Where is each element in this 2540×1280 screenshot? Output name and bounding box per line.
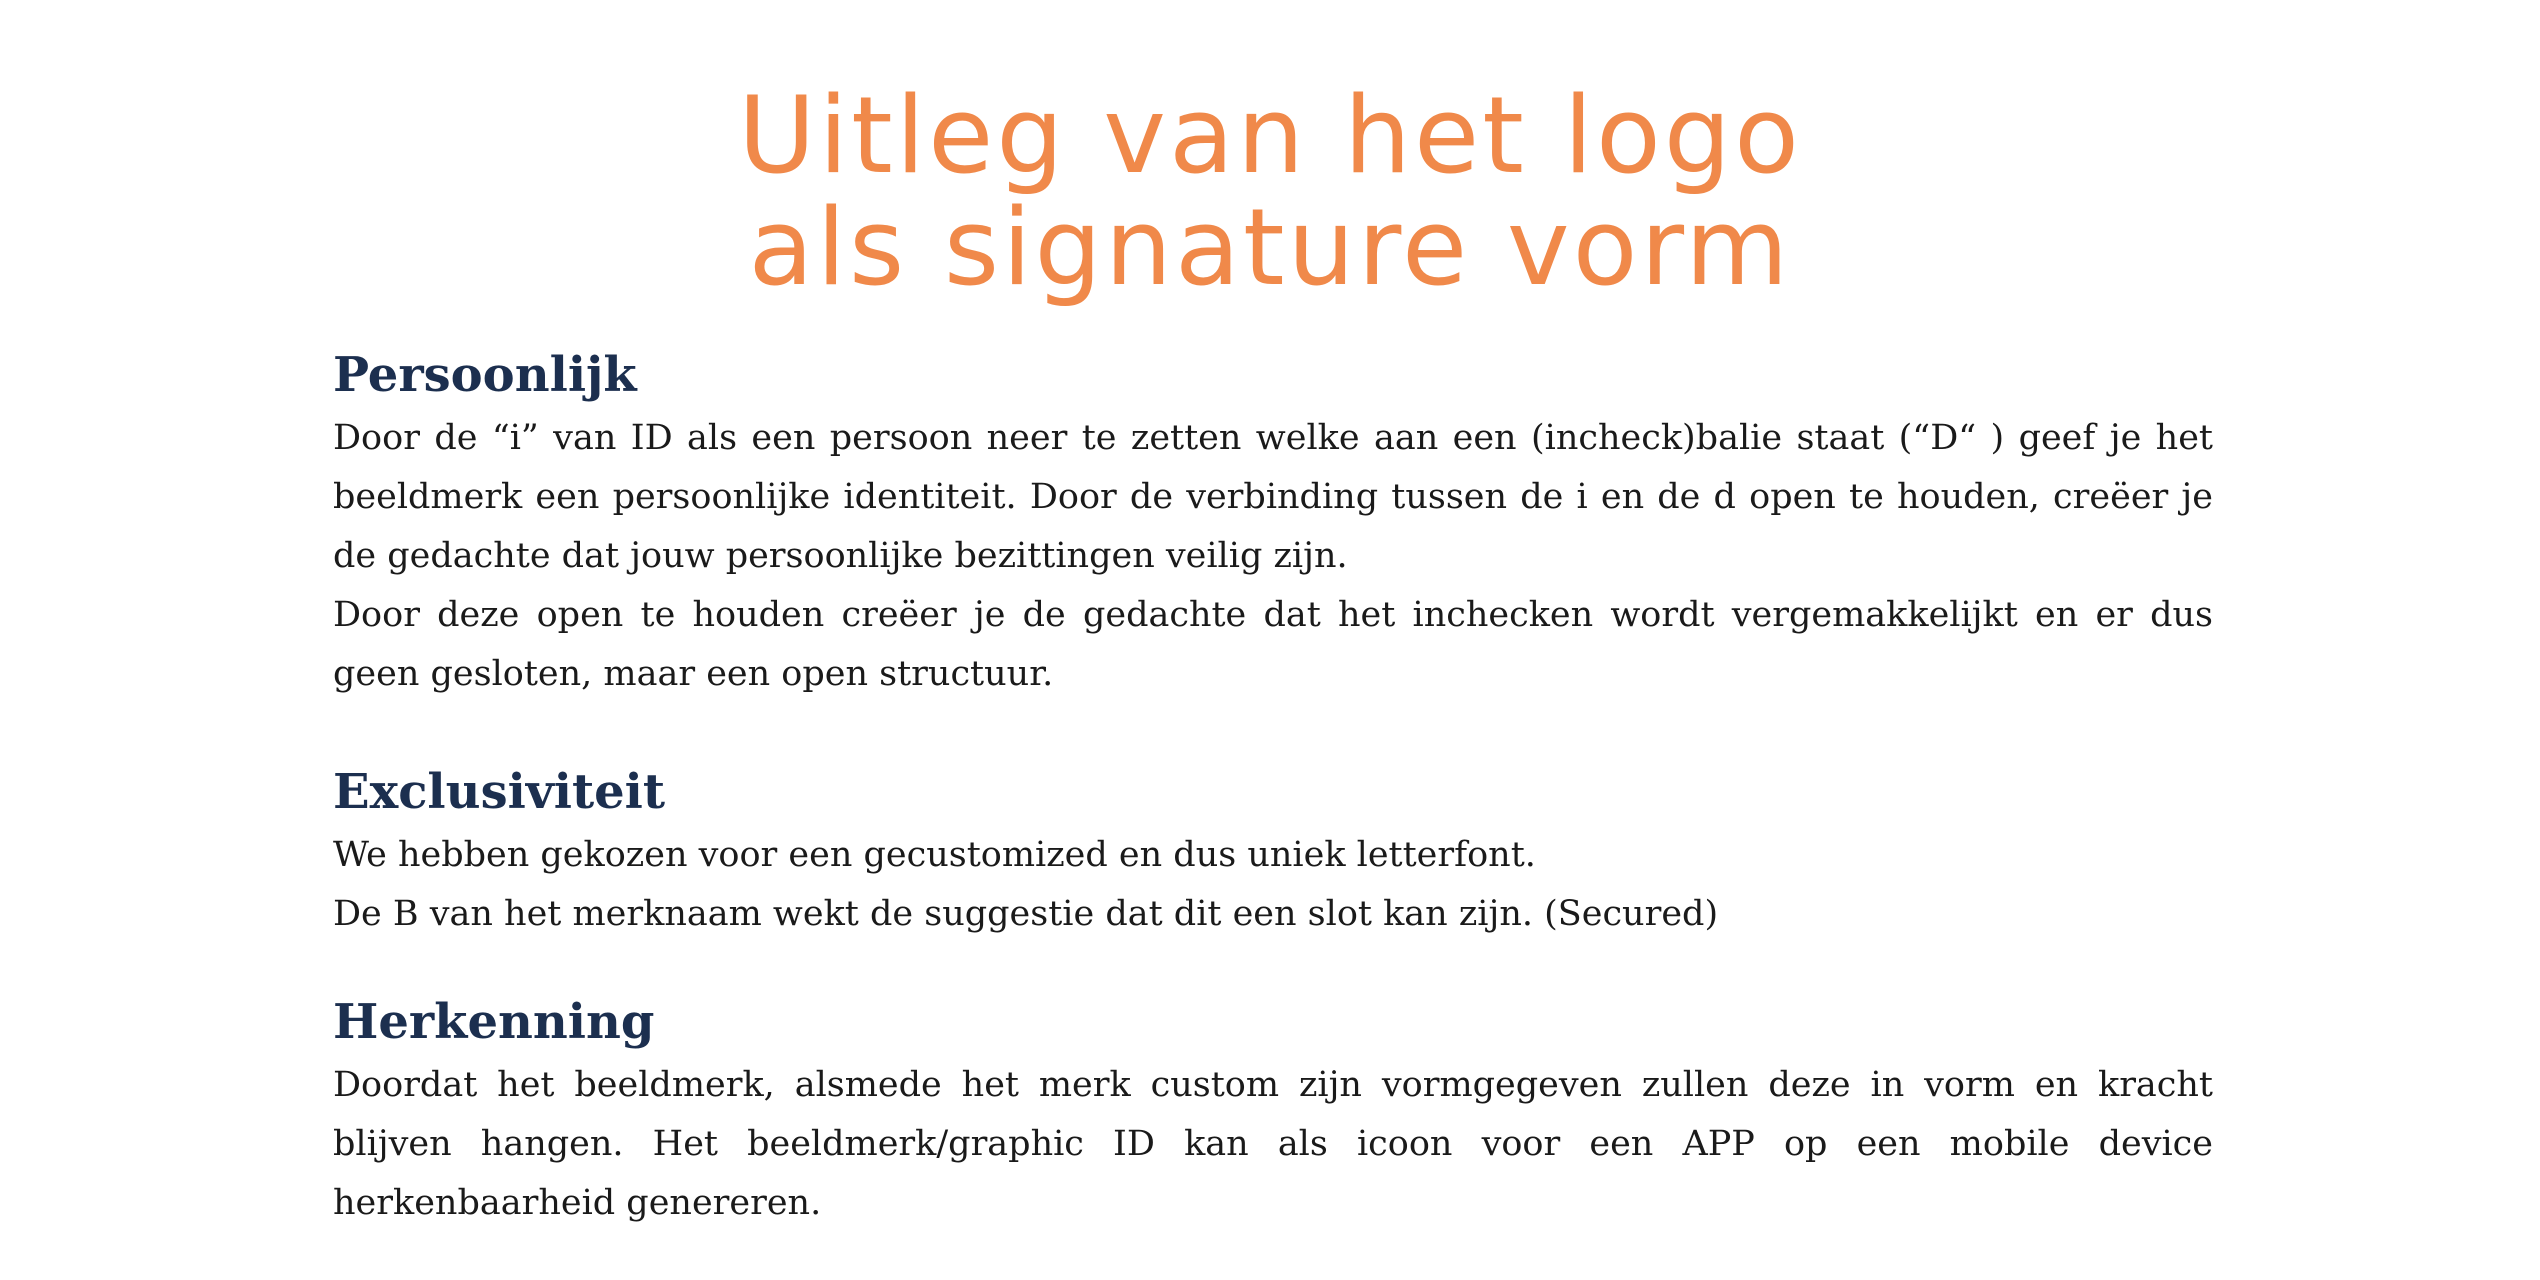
page-title	[0, 74, 2540, 309]
title-line-2: als signature vorm	[748, 186, 1792, 309]
section-paragraph: De B van het merknaam wekt de suggestie dat dit een slot kan zijn. (Secured)	[333, 894, 1719, 934]
section-heading: Persoonlijk	[333, 347, 637, 403]
section-paragraph: Door de “i” van ID als een persoon neer te zetten welke aan een (incheck)balie staat (“D“ ) geef je het beeldmerk een persoonlijke identiteit. Door de verbinding tussen de i en de d open te houden, creëer je de gedachte dat jouw persoonlijke bezittingen veilig zijn.	[333, 418, 2213, 576]
section-paragraph: We hebben gekozen voor een gecustomized en dus uniek letterfont.	[333, 835, 1536, 875]
section-herkenning	[333, 990, 2213, 1233]
section-heading: Herkenning	[333, 994, 655, 1050]
content-body	[333, 343, 2213, 1233]
section-paragraph: Doordat het beeldmerk, alsmede het merk custom zijn vormgegeven zullen deze in vorm en kracht blijven hangen. Het beeldmerk/graphic ID kan als icoon voor een APP op een mobile device herkenbaarheid genereren.	[333, 1065, 2213, 1223]
section-heading: Exclusiviteit	[333, 764, 666, 820]
section-persoonlijk	[333, 343, 2213, 704]
section-exclusiviteit	[333, 760, 2213, 944]
section-paragraph: Door deze open te houden creëer je de gedachte dat het inchecken wordt vergemakkelijkt en er dus geen gesloten, maar een open structuur.	[333, 595, 2213, 694]
title-line-1: Uitleg van het logo	[738, 74, 1802, 197]
